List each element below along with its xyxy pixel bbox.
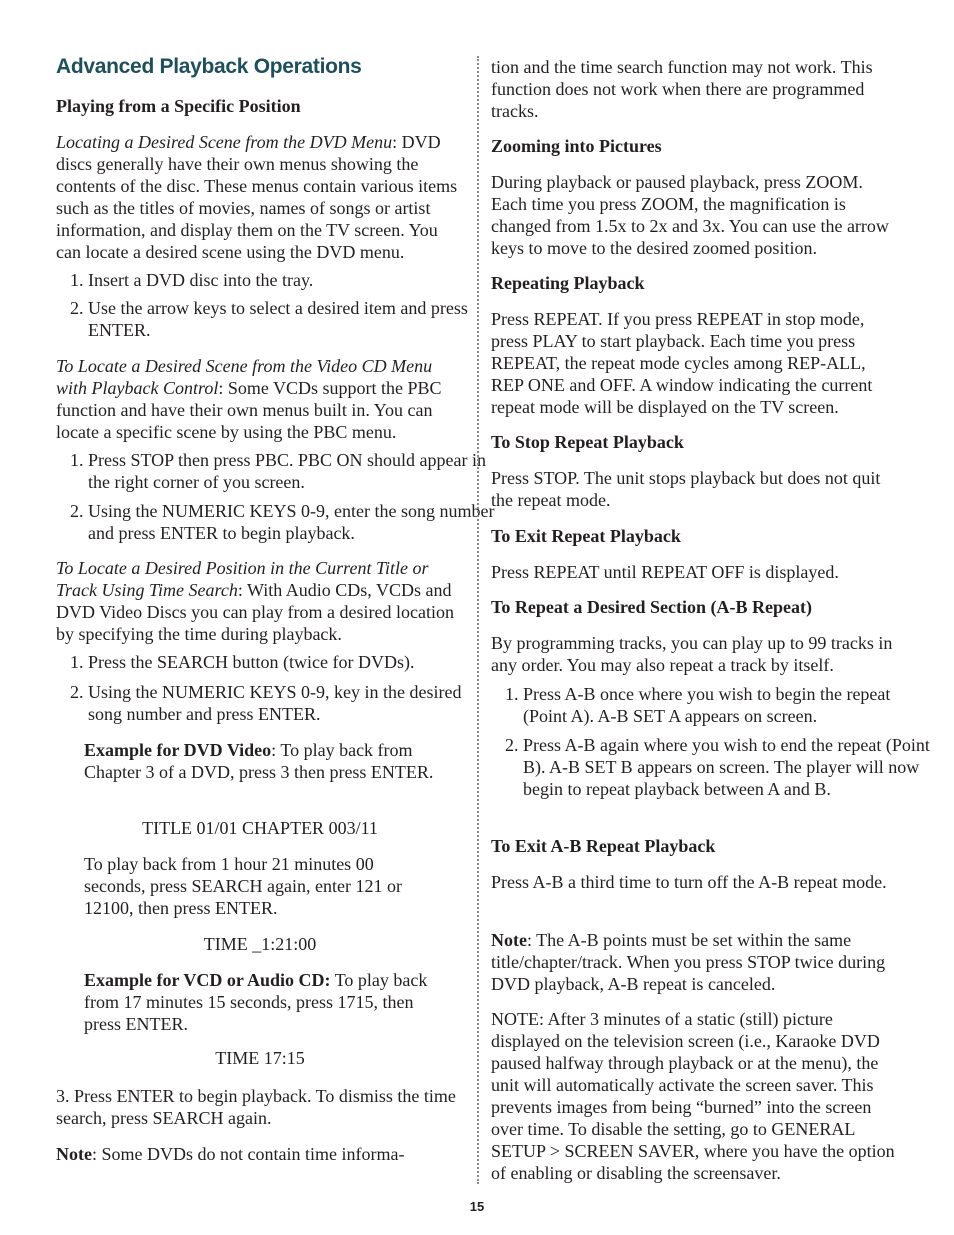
section-heading-exit-repeat: To Exit Repeat Playback	[491, 526, 681, 546]
section-heading-zoom: Zooming into Pictures	[491, 136, 662, 156]
text-vcd-menu: : Some VCDs support the PBC function and have their own menus built in. You can locate a specific scene by using the PBC menu.	[56, 378, 442, 442]
paragraph-time-search	[56, 557, 464, 645]
example-vcd-text: To play back from 17 minutes 15 seconds, press 1715, then press ENTER.	[84, 970, 428, 1034]
note-time-info	[56, 1143, 464, 1165]
paragraph-vcd-menu	[56, 355, 464, 443]
section-heading-ab-repeat: To Repeat a Desired Section (A-B Repeat)	[491, 597, 812, 617]
list-item-dvd-step-2: 2. Use the arrow keys to select a desired item and press ENTER.	[70, 298, 468, 340]
list-item-ab-step-2: 2. Press A-B again where you wish to end the repeat (Point B). A-B SET B appears on screen. The player will now begin to repeat playback between A and B.	[505, 735, 930, 799]
lead-dvd-menu: Locating a Desired Scene from the DVD Menu	[56, 132, 393, 152]
list-item-search-step-2: 2. Using the NUMERIC KEYS 0-9, key in the desired song number and press ENTER.	[70, 682, 462, 724]
example-vcd-audio	[56, 969, 436, 1035]
list-item-search-step-1: 1. Press the SEARCH button (twice for DVDs).	[70, 652, 415, 672]
page-number: 15	[469, 1199, 485, 1214]
paragraph-dvd-menu	[56, 131, 464, 263]
list-item-pbc-step-2: 2. Using the NUMERIC KEYS 0-9, enter the song number and press ENTER to begin playback.	[70, 501, 495, 543]
text-time-search: : With Audio CDs, VCDs and DVD Video Discs you can play from a desired location by specifying the time during playback.	[56, 580, 454, 644]
note-text-right: : The A-B points must be set within the same title/chapter/track. When you press STOP twice during DVD playback, A-B repeat is canceled.	[491, 930, 886, 994]
list-item-pbc-step-1: 1. Press STOP then press PBC. PBC ON should appear in the right corner of you screen.	[70, 450, 487, 492]
note-screen-saver: NOTE: After 3 minutes of a static (still) picture displayed on the television screen (i.e., Karaoke DVD paused halfway through playback or at the menu), the unit will automatically activate the screen saver. This prevents images from being “burned” into the screen over time. To disable the setting, go to GENERAL SETUP > SCREEN SAVER, where you have the option of enabling or disabling the screensaver.	[491, 1009, 895, 1183]
lead-vcd-menu: To Locate a Desired Scene from the Video CD Menu with Playback Control	[56, 356, 433, 398]
list-item-dvd-step-1: 1. Insert a DVD disc into the tray.	[70, 270, 314, 290]
example-dvd-text: : To play back from Chapter 3 of a DVD, press 3 then press ENTER.	[84, 740, 434, 782]
section-heading-repeat: Repeating Playback	[491, 273, 645, 293]
paragraph-continued: tion and the time search function may not work. This function does not work when there are programmed tracks.	[491, 57, 873, 121]
section-heading-exit-ab: To Exit A-B Repeat Playback	[491, 836, 716, 856]
paragraph-ab-repeat: By programming tracks, you can play up to 99 tracks in any order. You may also repeat a track by itself.	[491, 633, 893, 675]
paragraph-step-3: 3. Press ENTER to begin playback. To dismiss the time search, press SEARCH again.	[56, 1086, 456, 1128]
text-dvd-menu: : DVD discs generally have their own menus showing the contents of the disc. These menus contain various items such as the titles of movies, names of songs or artist information, and display them on the TV screen. You can locate a desired scene using the DVD menu.	[56, 132, 458, 262]
lead-time-search: To Locate a Desired Position in the Current Title or Track Using Time Search	[56, 558, 429, 600]
display-readout-time-2: TIME 17:15	[215, 1048, 305, 1068]
section-heading-stop-repeat: To Stop Repeat Playback	[491, 432, 684, 452]
display-readout-chapter: TITLE 01/01 CHAPTER 003/11	[142, 818, 378, 838]
note-label-right: Note	[491, 930, 527, 950]
column-divider	[477, 56, 479, 1184]
paragraph-zoom: During playback or paused playback, press ZOOM. Each time you press ZOOM, the magnification is changed from 1.5x to 2x and 3x. You can use the arrow keys to move to the desired zoomed position.	[491, 172, 889, 258]
paragraph-stop-repeat: Press STOP. The unit stops playback but does not quit the repeat mode.	[491, 468, 881, 510]
paragraph-exit-ab: Press A-B a third time to turn off the A-B repeat mode.	[491, 872, 887, 892]
example-dvd-label: Example for DVD Video	[84, 740, 272, 760]
display-readout-time-1: TIME _1:21:00	[203, 934, 317, 954]
example-vcd-label: Example for VCD or Audio CD:	[84, 970, 331, 990]
section-heading-specific-position: Playing from a Specific Position	[56, 96, 301, 116]
note-label: Note	[56, 1144, 92, 1164]
list-item-ab-step-1: 1. Press A-B once where you wish to begin the repeat (Point A). A-B SET A appears on screen.	[505, 684, 891, 726]
paragraph-repeat: Press REPEAT. If you press REPEAT in stop mode, press PLAY to start playback. Each time you press REPEAT, the repeat mode cycles among REP-ALL, REP ONE and OFF. A window indicating the current repeat mode will be displayed on the TV screen.	[491, 309, 873, 417]
note-text: : Some DVDs do not contain time informa-	[91, 1144, 405, 1164]
example-time-text: To play back from 1 hour 21 minutes 00 seconds, press SEARCH again, enter 121 or 12100, then press ENTER.	[84, 854, 402, 918]
paragraph-exit-repeat: Press REPEAT until REPEAT OFF is displayed.	[491, 562, 839, 582]
example-dvd-video	[56, 739, 436, 783]
page-title: Advanced Playback Operations	[56, 55, 362, 78]
note-ab-points	[491, 929, 901, 995]
